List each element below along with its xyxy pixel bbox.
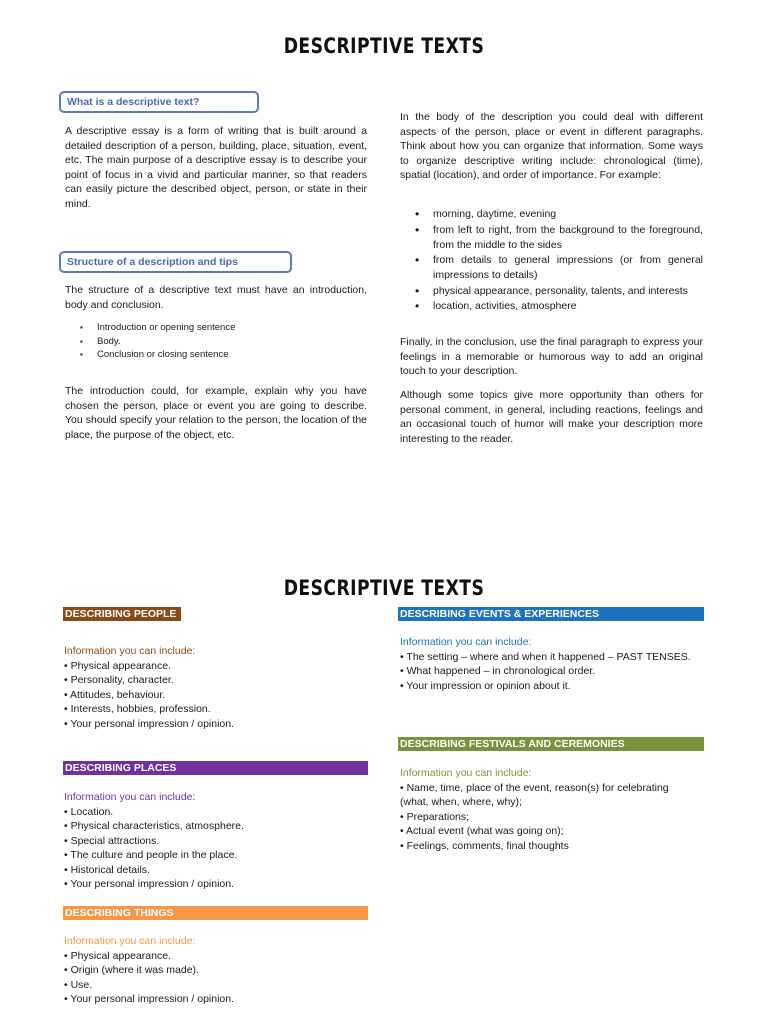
describing-festivals-section [400,766,700,853]
describing-things-section [64,934,364,1007]
list-item: • Personality, character. [64,674,174,686]
page-title: DESCRIPTIVE TEXTS [283,34,485,58]
list-item: ▪ Body. [80,335,235,349]
organization-list [415,207,703,315]
list-item: • Name, time, place of the event, reason(s) for celebrating (what, when, where, why); [400,781,669,808]
list-item: • physical appearance, personality, talents, and interests [415,284,703,299]
list-item: • Your personal impression / opinion. [64,717,235,730]
body-paragraph: In the body of the description you could deal with different aspects of the person, place or event in different paragraphs. Think about how you can organize that information. Some ways to organize descriptive writing include: chronological (time), spatial (location), and order of importance. For example: [400,111,703,182]
list-item: • from details to general impressions (or from general impressions to details) [415,253,703,283]
list-item: • Your impression or opinion about it. [400,679,571,692]
describing-people-heading: DESCRIBING PEOPLE [63,607,181,621]
list-item: • Physical characteristics, atmosphere. [64,820,244,832]
introduction-paragraph: The introduction could, for example, explain why you have chosen the person, place or event you are going to describe. You should specify your relation to the person, the location of the place, the purpose of the object, etc. [65,385,367,441]
list-item: • Feelings, comments, final thoughts [400,839,569,852]
describing-festivals-heading: DESCRIBING FESTIVALS AND CEREMONIES [398,737,704,751]
list-item: • Special attractions. [64,834,160,847]
describing-events-heading: DESCRIBING EVENTS & EXPERIENCES [398,607,704,621]
list-item: • Your personal impression / opinion. [64,993,235,1005]
list-item: • Use. [64,978,93,991]
list-item: • The culture and people in the place. [64,849,238,861]
describing-places-heading: DESCRIBING PLACES [63,761,368,775]
list-item: • location, activities, atmosphere [415,299,703,314]
info-label: Information you can include: [64,935,196,947]
structure-paragraph: The structure of a descriptive text must have an introduction, body and conclusion. [65,284,367,311]
info-label: Information you can include: [64,645,196,657]
list-item: • Preparations; [400,810,470,823]
list-item: • Attitudes, behaviour. [64,688,166,701]
describing-places-section [64,790,364,892]
topics-paragraph: Although some topics give more opportunity than others for personal comment, in general, including reactions, feelings and an occasional touch of humor will make your description more interesting to the reader. [400,389,703,445]
list-item: • Interests, hobbies, profession. [64,703,211,715]
info-label: Information you can include: [64,791,196,803]
describing-events-section [400,635,700,693]
structure-heading-box: Structure of a description and tips [59,251,292,273]
what-is-heading-box: What is a descriptive text? [59,91,259,113]
list-item: • Actual event (what was going on); [400,825,564,837]
structure-list [80,321,235,362]
list-item: • from left to right, from the background to the foreground, from the middle to the sides [415,223,703,253]
conclusion-paragraph: Finally, in the conclusion, use the final paragraph to express your feelings in a memorable or humorous way to add an original touch to your description. [400,336,703,378]
info-label: Information you can include: [400,767,532,779]
list-item: • Physical appearance. [64,949,171,962]
list-item: • Your personal impression / opinion. [64,878,235,890]
list-item: • Physical appearance. [64,659,171,672]
page-title: DESCRIPTIVE TEXTS [283,576,485,600]
list-item: • Historical details. [64,863,150,876]
info-label: Information you can include: [400,636,532,648]
describing-things-heading: DESCRIBING THINGS [63,906,368,920]
list-item: • The setting – where and when it happened – PAST TENSES. [400,650,691,663]
describing-people-section [64,644,364,731]
list-item: • Location. [64,805,114,818]
list-item: • Origin (where it was made). [64,964,199,976]
list-item: • What happened – in chronological order. [400,665,596,677]
definition-paragraph: A descriptive essay is a form of writing that is built around a detailed description of a person, building, place, situation, event, etc. The main purpose of a descriptive essay is to describe your point of focus in a vivid and particular manner, so that readers can easily picture the described object, person, or state in their mind. [65,125,367,210]
list-item: ▪ Introduction or opening sentence [80,321,235,335]
list-item: ▪ Conclusion or closing sentence [80,348,235,362]
list-item: • morning, daytime, evening [415,207,703,222]
